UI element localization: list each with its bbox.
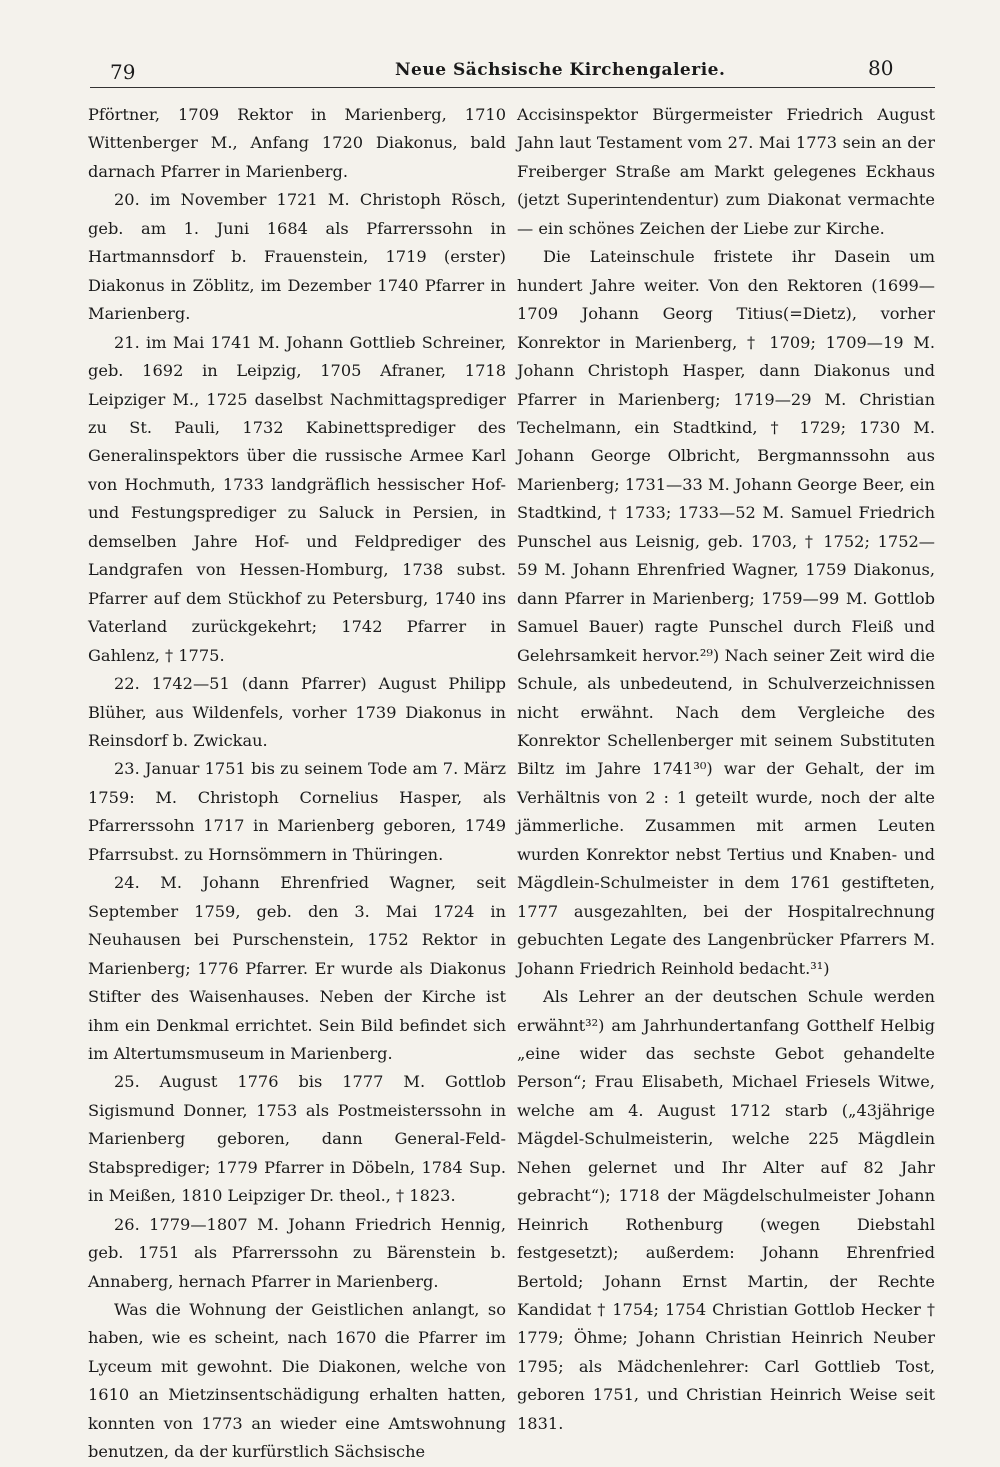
header-rule [90,87,935,88]
paragraph: Die Lateinschule fristete ihr Dasein um hundert Jahre weiter. Von den Rektoren (1699—1709 Johann Georg Titius(=Dietz), vorher Konrektor in Marienberg, † 1709; 1709—19 M. Johann Christoph Hasper, dann Diakonus und Pfarrer in Marienberg; 1719—29 M. Christian Techelmann, ein Stadtkind, † 1729; 1730 M. Johann George Olbricht, Bergmannssohn aus Marienberg; 1731—33 M. Johann George Beer, ein Stadtkind, † 1733; 1733—52 M. Samuel Friedrich Punschel aus Leisnig, geb. 1703, † 1752; 1752—59 M. Johann Ehrenfried Wagner, 1759 Diakonus, dann Pfarrer in Marienberg; 1759—99 M. Gottlob Samuel Bauer) ragte Punschel durch Fleiß und Gelehrsamkeit hervor.²⁹) Nach seiner Zeit wird die Schule, als unbedeutend, in Schulverzeichnissen nicht erwähnt. Nach dem Vergleiche des Konrektor Schellenberger mit seinem Substituten Biltz im Jahre 1741³⁰) war der Gehalt, der im Verhältnis von 2 : 1 geteilt wurde, noch der alte jämmerliche. Zusammen mit armen Leuten wurden Konrektor nebst Tertius und Knaben- und Mägdlein-Schulmeister in dem 1761 gestifteten, 1777 ausgezahlten, bei der Hospitalrechnung gebuchten Legate des Langenbrücker Pfarrers M. Johann Friedrich Reinhold bedacht.³¹) [517,247,935,978]
paragraph: Accisinspektor Bürgermeister Friedrich August Jahn laut Testament vom 27. Mai 1773 sein an der Freiberger Straße am Markt gelegenes Eckhaus (jetzt Superintendentur) zum Diakonat vermachte — ein schönes Zeichen der Liebe zur Kirche. [517,105,935,238]
right-column [517,101,935,1438]
left-column [88,101,506,1467]
paragraph: 24. M. Johann Ehrenfried Wagner, seit September 1759, geb. den 3. Mai 1724 in Neuhausen bei Purschenstein, 1752 Rektor in Marienberg; 1776 Pfarrer. Er wurde als Diakonus Stifter des Waisenhauses. Neben der Kirche ist ihm ein Denkmal errichtet. Sein Bild befindet sich im Altertumsmuseum in Marienberg. [88,873,506,1063]
page-number-left: 79 [110,60,136,84]
paragraph: Als Lehrer an der deutschen Schule werden erwähnt³²) am Jahrhundertanfang Gotthelf Helbig „eine wider das sechste Gebot gehandelte Person“; Frau Elisabeth, Michael Friesels Witwe, welche am 4. August 1712 starb („43jährige Mägdel-Schulmeisterin, welche 225 Mägdlein Nehen gelernet und Ihr Alter auf 82 Jahr gebracht“); 1718 der Mägdelschulmeister Johann Heinrich Rothenburg (wegen Diebstahl festgesetzt); außerdem: Johann Ehrenfried Bertold; Johann Ernst Martin, der Rechte Kandidat † 1754; 1754 Christian Gottlob Hecker † 1779; Öhme; Johann Christian Heinrich Neuber 1795; als Mädchenlehrer: Carl Gottlieb Tost, geboren 1751, und Christian Heinrich Weise seit 1831. [517,987,935,1433]
paragraph: 22. 1742—51 (dann Pfarrer) August Philipp Blüher, aus Wildenfels, vorher 1739 Diakonus in Reinsdorf b. Zwickau. [88,674,506,750]
paragraph: 25. August 1776 bis 1777 M. Gottlob Sigismund Donner, 1753 als Postmeisterssohn in Marienberg geboren, dann General-Feld-Stabsprediger; 1779 Pfarrer in Döbeln, 1784 Sup. in Meißen, 1810 Leipziger Dr. theol., † 1823. [88,1072,506,1206]
paragraph: 23. Januar 1751 bis zu seinem Tode am 7. März 1759: M. Christoph Cornelius Hasper, als Pfarrerssohn 1717 in Marienberg geboren, 1749 Pfarrsubst. zu Hornsömmern in Thüringen. [88,759,506,864]
paragraph: 21. im Mai 1741 M. Johann Gottlieb Schreiner, geb. 1692 in Leipzig, 1705 Afraner, 1718 Leipziger M., 1725 daselbst Nachmittagsprediger zu St. Pauli, 1732 Kabinettsprediger des Generalinspektors über die russische Armee Karl von Hochmuth, 1733 landgräflich hessischer Hof- und Festungsprediger zu Saluck in Persien, in demselben Jahre Hof- und Feldprediger des Landgrafen von Hessen-Homburg, 1738 subst. Pfarrer auf dem Stückhof zu Petersburg, 1740 ins Vaterland zurückgekehrt; 1742 Pfarrer in Gahlenz, † 1775. [88,332,506,665]
page-header [0,0,1000,90]
running-title: Neue Sächsische Kirchengalerie. [395,60,726,80]
page-number-right: 80 [868,56,894,80]
paragraph: Pförtner, 1709 Rektor in Marienberg, 1710 Wittenberger M., Anfang 1720 Diakonus, bald darnach Pfarrer in Marienberg. [88,105,506,181]
paragraph: Was die Wohnung der Geistlichen anlangt, so haben, wie es scheint, nach 1670 die Pfarrer im Lyceum mit gewohnt. Die Diakonen, welche von 1610 an Mietzinsentschädigung erhalten hatten, konnten von 1773 an wieder eine Amtswohnung benutzen, da der kurfürstlich Sächsische [88,1300,506,1462]
paragraph: 26. 1779—1807 M. Johann Friedrich Hennig, geb. 1751 als Pfarrerssohn zu Bärenstein b. Annaberg, hernach Pfarrer in Marienberg. [88,1214,506,1291]
paragraph: 20. im November 1721 M. Christoph Rösch, geb. am 1. Juni 1684 als Pfarrerssohn in Hartmannsdorf b. Frauenstein, 1719 (erster) Diakonus in Zöblitz, im Dezember 1740 Pfarrer in Marienberg. [88,190,506,324]
